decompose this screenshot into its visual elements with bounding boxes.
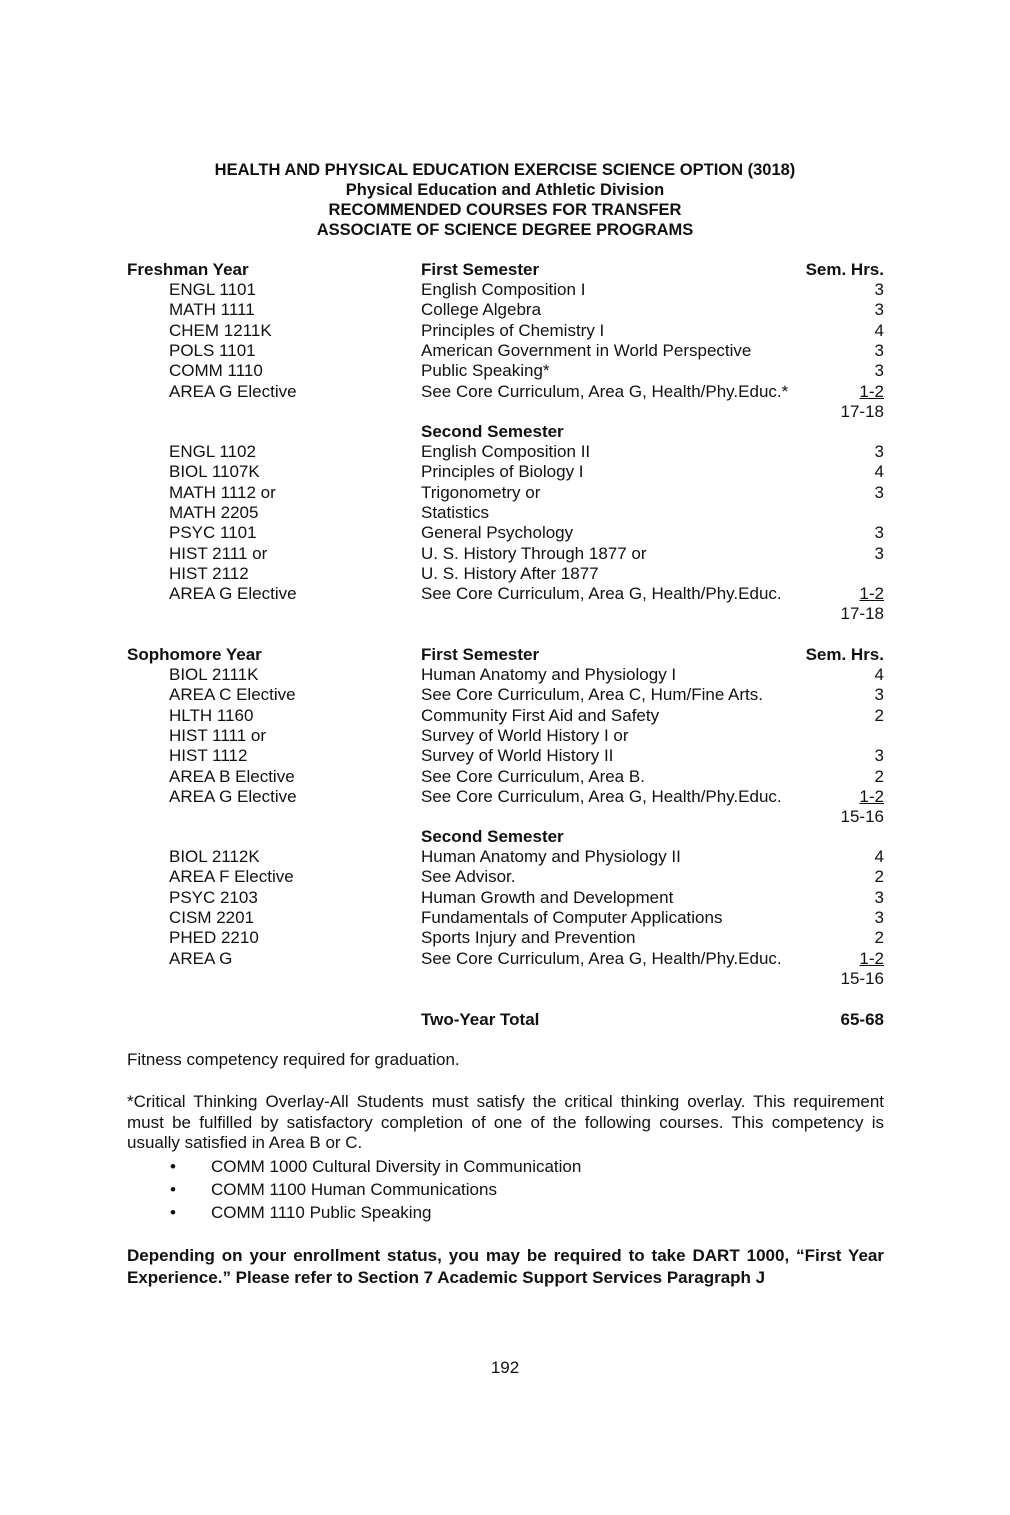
course-row bbox=[0, 726, 1010, 746]
course-title: Public Speaking* bbox=[421, 361, 550, 381]
course-code: AREA C Elective bbox=[169, 685, 296, 705]
sophomore-second-semester-label: Second Semester bbox=[421, 827, 564, 846]
course-title: U. S. History After 1877 bbox=[421, 563, 599, 583]
section-title: RECOMMENDED COURSES FOR TRANSFER bbox=[328, 201, 682, 219]
course-code: AREA G bbox=[169, 948, 233, 968]
freshman-first-total-row bbox=[0, 402, 1010, 422]
course-title: See Advisor. bbox=[421, 867, 516, 887]
course-code: BIOL 1107K bbox=[169, 462, 260, 482]
course-title: Principles of Chemistry I bbox=[421, 320, 605, 340]
course-code: PSYC 1101 bbox=[169, 523, 257, 543]
course-hours: 4 bbox=[874, 462, 884, 482]
course-code: MATH 2205 bbox=[169, 502, 259, 522]
course-row bbox=[0, 787, 1010, 807]
course-row bbox=[0, 706, 1010, 726]
sem-hrs-label: Sem. Hrs. bbox=[805, 645, 884, 664]
course-code: AREA F Elective bbox=[169, 867, 294, 887]
course-code: AREA B Elective bbox=[169, 766, 295, 786]
course-hours: 3 bbox=[874, 280, 884, 299]
sophomore-second-header-row bbox=[0, 827, 1010, 847]
course-row bbox=[0, 767, 1010, 787]
two-year-total-label: Two-Year Total bbox=[421, 1010, 540, 1029]
course-row bbox=[0, 867, 1010, 887]
course-row bbox=[0, 908, 1010, 928]
course-title: See Core Curriculum, Area G, Health/Phy.Educ. bbox=[421, 948, 782, 968]
course-code: HIST 2112 bbox=[169, 563, 249, 583]
dart-note: Depending on your enrollment status, you may be required to take DART 1000, “First Year Experience.” Please refer to Section 7 Academic Support Services Paragraph J bbox=[127, 1246, 884, 1287]
course-title: Principles of Biology I bbox=[421, 462, 584, 482]
course-code: PSYC 2103 bbox=[169, 887, 258, 907]
course-row bbox=[0, 949, 1010, 969]
course-row bbox=[0, 746, 1010, 766]
critical-thinking-note: *Critical Thinking Overlay-All Students must satisfy the critical thinking overlay. This requirement must be fulfilled by satisfactory completion of one of the following courses. This competency is usually satisfied in Area B or C. bbox=[127, 1092, 884, 1152]
course-code: BIOL 2111K bbox=[169, 665, 259, 684]
course-title: Community First Aid and Safety bbox=[421, 705, 660, 725]
freshman-year-label: Freshman Year bbox=[127, 260, 249, 279]
course-hours: 3 bbox=[874, 361, 884, 381]
course-row bbox=[0, 503, 1010, 523]
semester-total: 17-18 bbox=[840, 402, 884, 421]
course-row bbox=[0, 382, 1010, 402]
course-row bbox=[0, 321, 1010, 341]
course-hours: 3 bbox=[874, 685, 884, 705]
bullet-text: COMM 1100 Human Communications bbox=[211, 1180, 497, 1199]
freshman-second-header-row bbox=[0, 422, 1010, 442]
course-hours: 3 bbox=[874, 300, 884, 320]
course-row bbox=[0, 544, 1010, 564]
sophomore-first-total-row bbox=[0, 807, 1010, 827]
course-row bbox=[0, 483, 1010, 503]
freshman-header-row bbox=[0, 260, 1010, 280]
course-title: English Composition I bbox=[421, 280, 586, 299]
course-hours: 1-2 bbox=[859, 584, 884, 604]
semester-total: 15-16 bbox=[840, 807, 884, 826]
course-code: BIOL 2112K bbox=[169, 847, 260, 866]
course-title: Human Anatomy and Physiology I bbox=[421, 665, 677, 684]
course-hours: 2 bbox=[874, 928, 884, 948]
semester-total: 15-16 bbox=[840, 969, 884, 988]
course-row bbox=[0, 888, 1010, 908]
fitness-note: Fitness competency required for graduation. bbox=[127, 1050, 460, 1069]
course-title: Survey of World History I or bbox=[421, 725, 629, 745]
bullet-icon: • bbox=[170, 1157, 176, 1176]
course-hours: 3 bbox=[874, 523, 884, 543]
course-hours: 1-2 bbox=[859, 948, 884, 968]
sophomore-year-label: Sophomore Year bbox=[127, 645, 262, 664]
bullet-text: COMM 1110 Public Speaking bbox=[211, 1203, 432, 1222]
course-title: College Algebra bbox=[421, 300, 542, 320]
course-code: HLTH 1160 bbox=[169, 705, 254, 725]
course-title: English Composition II bbox=[421, 442, 591, 461]
course-hours: 3 bbox=[874, 340, 884, 360]
course-row bbox=[0, 685, 1010, 705]
sophomore-header-row bbox=[0, 645, 1010, 665]
bullet-text: COMM 1000 Cultural Diversity in Communication bbox=[211, 1157, 582, 1176]
course-row bbox=[0, 523, 1010, 543]
semester-total: 17-18 bbox=[840, 604, 884, 623]
course-code: HIST 1112 bbox=[169, 746, 248, 766]
sophomore-second-total-row bbox=[0, 969, 1010, 989]
course-hours: 3 bbox=[874, 442, 884, 461]
course-code: AREA G Elective bbox=[169, 584, 297, 604]
course-title: Statistics bbox=[421, 502, 490, 522]
course-hours: 3 bbox=[874, 907, 884, 927]
course-hours: 2 bbox=[874, 867, 884, 887]
program-title: HEALTH AND PHYSICAL EDUCATION EXERCISE SCIENCE OPTION (3018) bbox=[214, 161, 796, 179]
course-hours: 4 bbox=[874, 847, 884, 866]
course-title: Sports Injury and Prevention bbox=[421, 928, 636, 948]
course-row bbox=[0, 584, 1010, 604]
course-code: MATH 1112 or bbox=[169, 482, 276, 502]
freshman-second-semester-label: Second Semester bbox=[421, 422, 564, 441]
course-code: POLS 1101 bbox=[169, 340, 256, 360]
course-row bbox=[0, 341, 1010, 361]
course-title: Survey of World History II bbox=[421, 746, 614, 766]
course-title: See Core Curriculum, Area G, Health/Phy.Educ. bbox=[421, 584, 782, 604]
two-year-total-value: 65-68 bbox=[840, 1010, 884, 1029]
course-code: COMM 1110 bbox=[169, 361, 263, 381]
course-title: See Core Curriculum, Area C, Hum/Fine Arts. bbox=[421, 685, 764, 705]
two-year-total-row bbox=[0, 1010, 1010, 1030]
course-row bbox=[0, 928, 1010, 948]
course-hours: 2 bbox=[874, 766, 884, 786]
course-code: HIST 2111 or bbox=[169, 543, 268, 563]
sem-hrs-label: Sem. Hrs. bbox=[805, 260, 884, 279]
course-row bbox=[0, 300, 1010, 320]
course-code: PHED 2210 bbox=[169, 928, 259, 948]
course-code: AREA G Elective bbox=[169, 786, 297, 806]
course-hours: 3 bbox=[874, 746, 884, 766]
course-row bbox=[0, 847, 1010, 867]
course-hours: 2 bbox=[874, 705, 884, 725]
course-hours: 4 bbox=[874, 665, 884, 684]
course-row bbox=[0, 462, 1010, 482]
bullet-icon: • bbox=[170, 1180, 176, 1199]
bullet-icon: • bbox=[170, 1203, 176, 1222]
course-title: Human Anatomy and Physiology II bbox=[421, 847, 681, 866]
course-code: AREA G Elective bbox=[169, 381, 297, 401]
course-title: Human Growth and Development bbox=[421, 887, 674, 907]
course-row bbox=[0, 361, 1010, 381]
course-code: MATH 1111 bbox=[169, 300, 255, 320]
degree-title: ASSOCIATE OF SCIENCE DEGREE PROGRAMS bbox=[316, 221, 694, 239]
course-row bbox=[0, 564, 1010, 584]
course-code: HIST 1111 or bbox=[169, 725, 267, 745]
course-row bbox=[0, 280, 1010, 300]
course-hours: 1-2 bbox=[859, 381, 884, 401]
course-hours: 3 bbox=[874, 482, 884, 502]
course-title: See Core Curriculum, Area B. bbox=[421, 766, 645, 786]
course-title: Fundamentals of Computer Applications bbox=[421, 907, 723, 927]
course-title: General Psychology bbox=[421, 523, 574, 543]
course-title: American Government in World Perspective bbox=[421, 340, 752, 360]
course-code: ENGL 1101 bbox=[169, 280, 256, 299]
course-hours: 1-2 bbox=[859, 786, 884, 806]
freshman-second-total-row bbox=[0, 604, 1010, 624]
course-code: CISM 2201 bbox=[169, 907, 255, 927]
course-code: ENGL 1102 bbox=[169, 442, 256, 461]
course-title: U. S. History Through 1877 or bbox=[421, 543, 647, 563]
course-title: See Core Curriculum, Area G, Health/Phy.Educ. bbox=[421, 786, 782, 806]
division-name: Physical Education and Athletic Division bbox=[345, 181, 665, 199]
freshman-first-semester-label: First Semester bbox=[421, 260, 540, 279]
course-hours: 3 bbox=[874, 543, 884, 563]
course-hours: 3 bbox=[874, 887, 884, 907]
course-title: See Core Curriculum, Area G, Health/Phy.Educ.* bbox=[421, 381, 789, 401]
course-row bbox=[0, 442, 1010, 462]
course-title: Trigonometry or bbox=[421, 482, 541, 502]
course-row bbox=[0, 665, 1010, 685]
course-hours: 4 bbox=[874, 320, 884, 340]
course-code: CHEM 1211K bbox=[169, 320, 272, 340]
page-number: 192 bbox=[490, 1358, 520, 1377]
sophomore-first-semester-label: First Semester bbox=[421, 645, 540, 664]
